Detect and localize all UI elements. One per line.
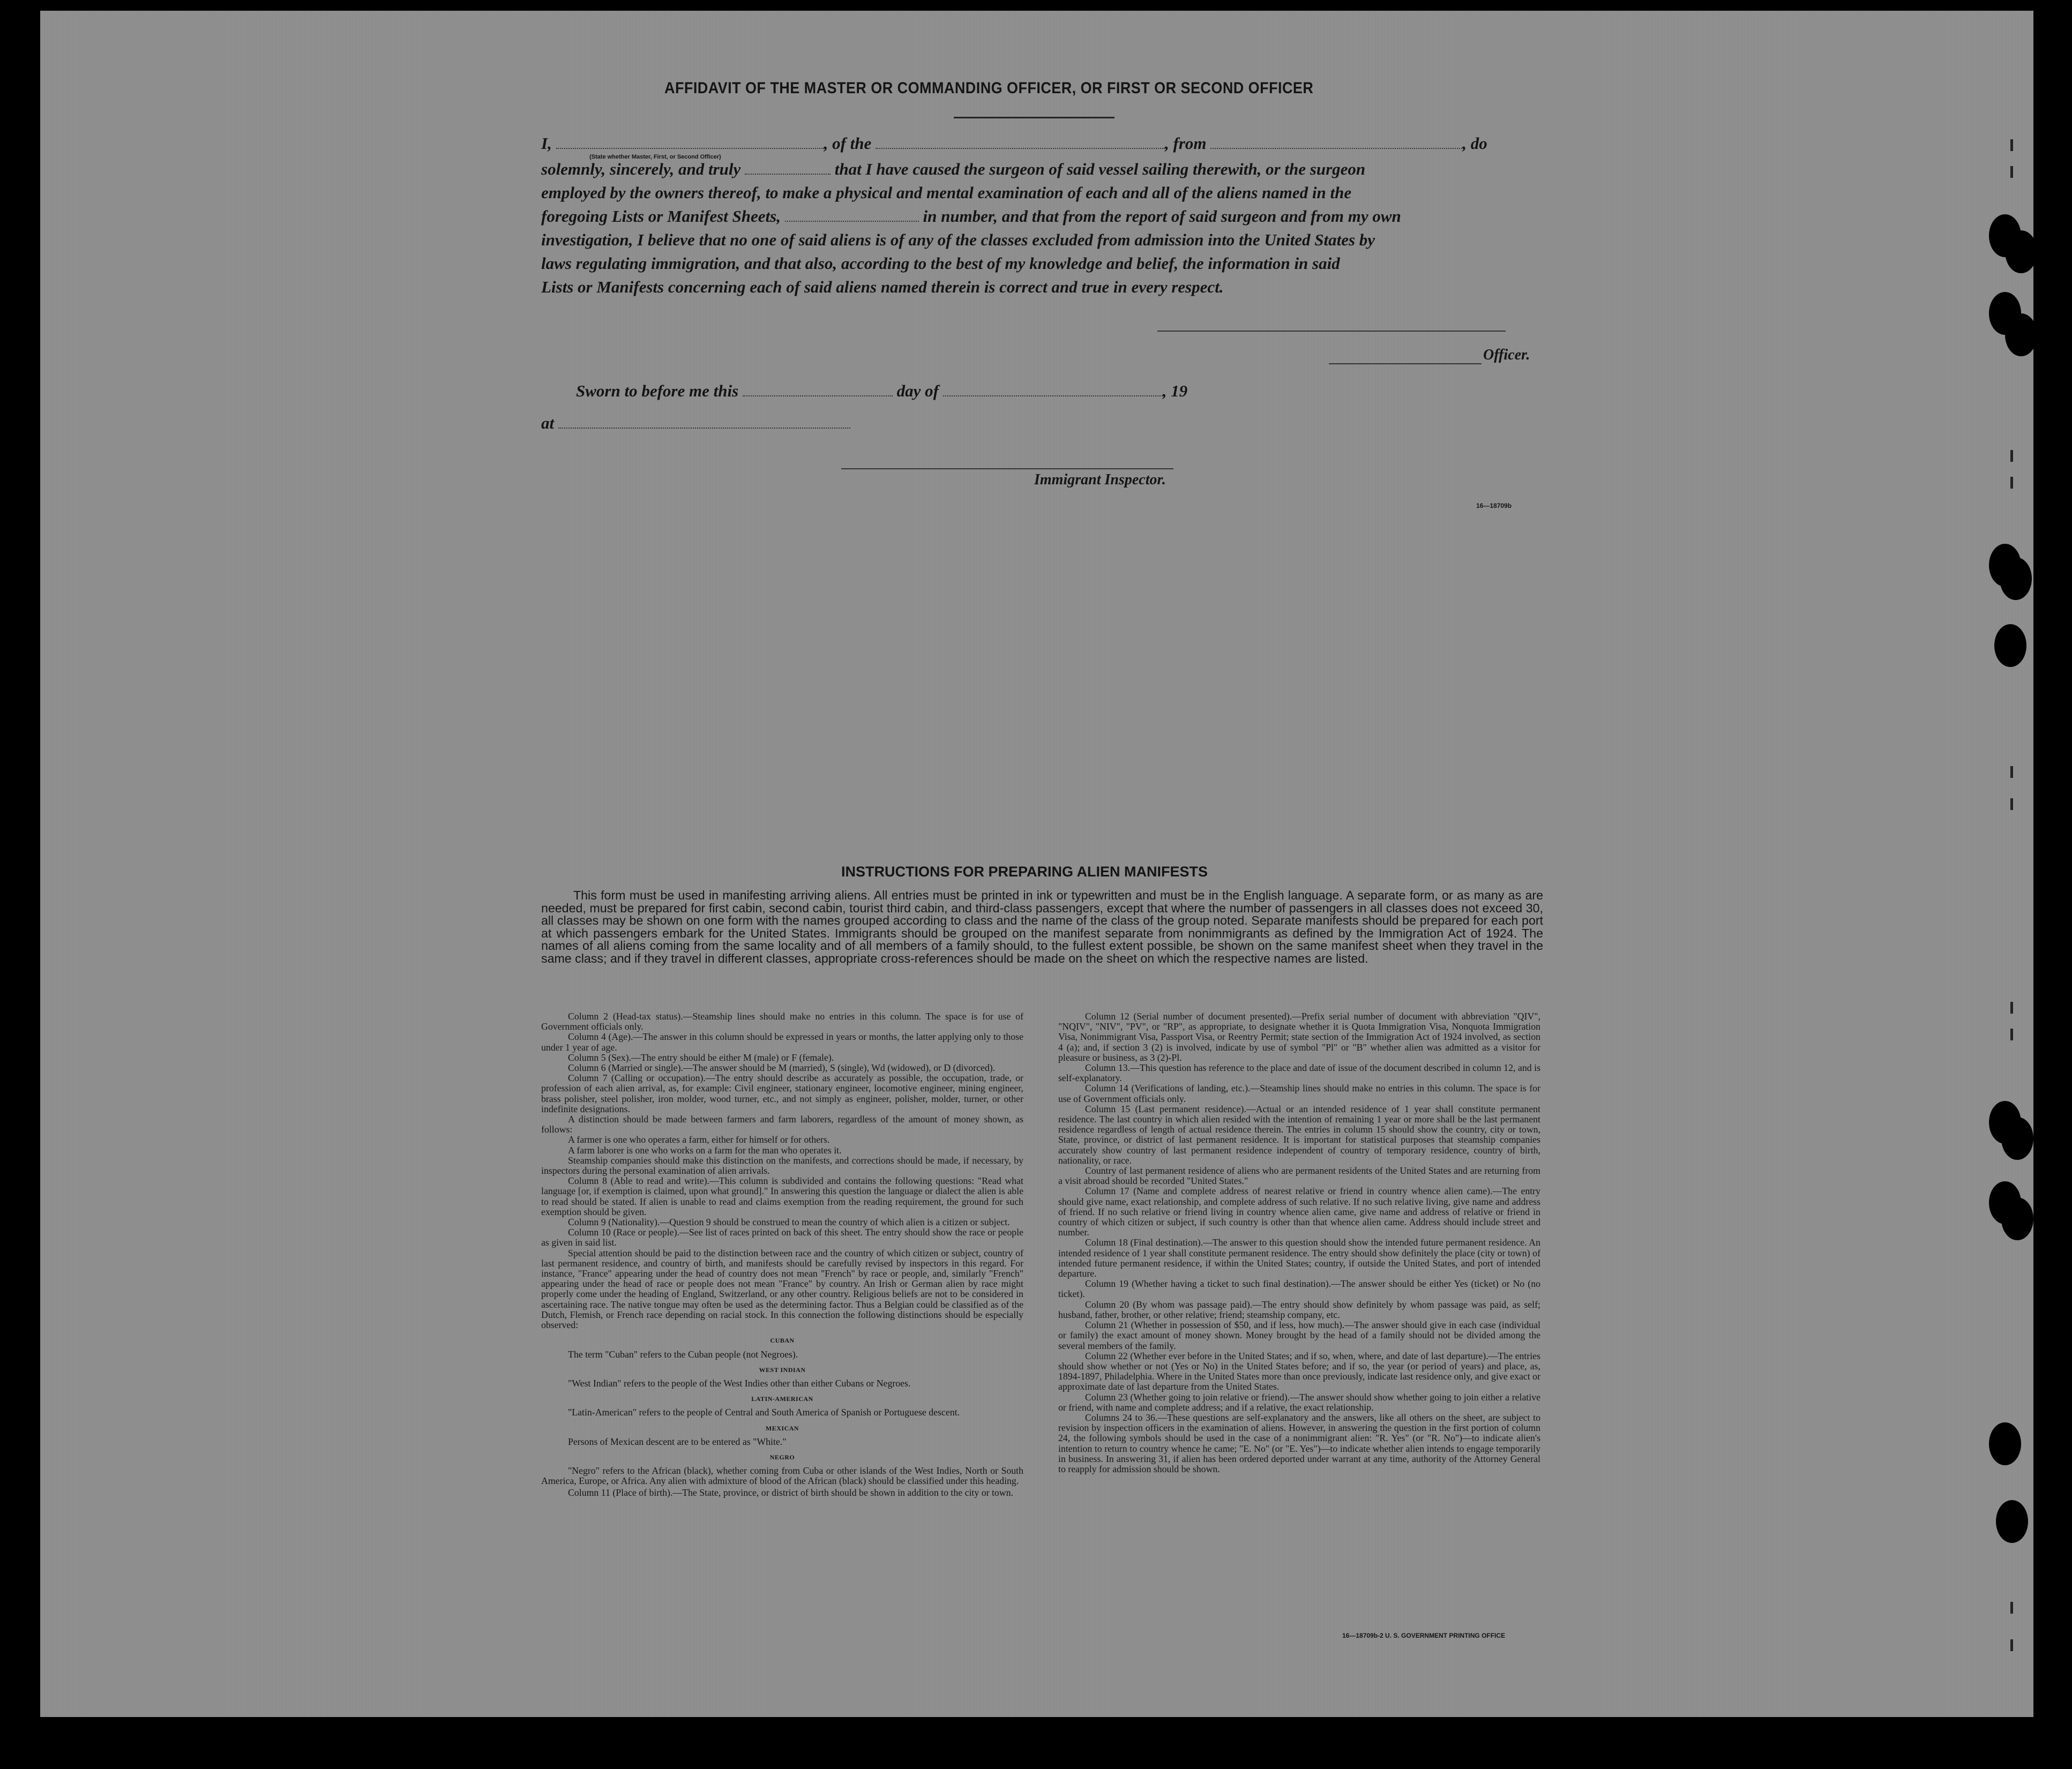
heading-west-indian: WEST INDIAN (759, 1366, 806, 1374)
edge-mark (2010, 450, 2013, 462)
affidavit-title: AFFIDAVIT OF THE MASTER OR COMMANDING OFFICER, OR FIRST OR SECOND OFFICER (664, 79, 1314, 97)
officer-label: Officer. (1483, 347, 1530, 363)
instruction-paragraph: Column 8 (Able to read and write).—This column is subdivided and contains the following questions: "Read what language [or, if exemption is claimed, upon what ground]." In answering this question the language or dialect the alien is able to read should be stated. If alien is unable to read and claims exemption from the reading requirement, the ground for such exemption should be given. (541, 1175, 1023, 1217)
affidavit-line-5: investigation, I believe that no one of said aliens is of any of the classes excluded from admission into the United States by (541, 230, 1375, 249)
officer-signature-line[interactable] (1157, 331, 1506, 332)
instruction-paragraph: Column 2 (Head-tax status).—Steamship lines should make no entries in this column. The space is for use of Government officials only. (541, 1011, 1023, 1032)
definition-west-indian: "West Indian" refers to the people of the West Indies other than either Cubans or Negroes. (568, 1377, 911, 1389)
binder-hole (1989, 1422, 2021, 1465)
instruction-paragraph: Steamship companies should make this distinction on the manifests, and corrections should be made, if necessary, by inspectors during the personal examination of alien arrivals. (541, 1155, 1023, 1176)
inspector-label: Immigrant Inspector. (1034, 471, 1166, 488)
officer-rank-field[interactable] (556, 146, 824, 149)
instructions-left-column (541, 1011, 1023, 1498)
form-number: 16—18709b (1476, 502, 1512, 509)
instructions-title: INSTRUCTIONS FOR PREPARING ALIEN MANIFESTS (841, 864, 1208, 880)
instructions-right-column (1058, 1011, 1540, 1474)
instructions-intro: This form must be used in manifesting arriving aliens. All entries must be printed in ink or typewritten and must be in the English language. A separate form, or as many as are needed, must be prepared for first cabin, second cabin, tourist third cabin, and third-class passengers, except that where the number of passengers in all classes does not exceed 30, all classes may be shown on one form with the names grouped according to class and the name of the class of the group noted. Separate manifests should be prepared for each port at which passengers embark for the United States. Immigrants should be grouped on the manifest separate from nonimmigrants as defined by the Immigration Act of 1924. The names of all aliens coming from the same locality and of all members of a family should, to the fullest extent possible, be shown on the same manifest sheet when they travel in the same class; and if they travel in different classes, appropriate cross-references should be made on the sheet on which the respective names are listed. (541, 888, 1543, 965)
rank-note: (State whether Master, First, or Second Officer) (589, 154, 721, 160)
edge-mark (2010, 1639, 2013, 1651)
edge-mark (2010, 477, 2013, 489)
affidavit-line-4: foregoing Lists or Manifest Sheets, in number, and that from the report of said surgeon and from my own (541, 207, 1401, 226)
binder-hole (1994, 624, 2026, 667)
instruction-paragraph: Column 14 (Verifications of landing, etc.).—Steamship lines should make no entries in this column. The space is for use of Government officials only. (1058, 1083, 1540, 1104)
instruction-paragraph: Column 4 (Age).—The answer in this column should be expressed in years or months, the latter applying only to those under 1 year of age. (541, 1031, 1023, 1053)
vessel-name-field[interactable] (876, 146, 1165, 149)
affidavit-line-3: employed by the owners thereof, to make a physical and mental examination of each and all of the aliens named in the (541, 183, 1352, 202)
edge-mark (2010, 798, 2013, 810)
instruction-paragraph: Country of last permanent residence of aliens who are permanent residents of the United States and are returning from a visit abroad should be recorded "United States." (1058, 1165, 1540, 1187)
definition-mexican: Persons of Mexican descent are to be entered as "White." (568, 1436, 787, 1447)
instruction-paragraph: Column 18 (Final destination).—The answer to this question should show the intended future permanent residence. An intended residence of 1 year shall constitute permanent residence. The entry should show definitely the place (city or town) of intended future permanent residence, if within the United States; country, if outside the United States, and port of intended departure. (1058, 1237, 1540, 1279)
binder-hole (2001, 1117, 2033, 1160)
edge-mark (2010, 139, 2013, 151)
officer-title-line[interactable] (1329, 363, 1482, 364)
instruction-paragraph: Column 10 (Race or people).—See list of races printed on back of this sheet. The entry should show the race or people as given in said list. (541, 1227, 1023, 1248)
definition-cuban: The term "Cuban" refers to the Cuban people (not Negroes). (568, 1348, 798, 1360)
definition-latin-american: "Latin-American" refers to the people of Central and South America of Spanish or Portuguese descent. (568, 1407, 960, 1418)
binder-hole (1996, 1500, 2028, 1543)
instruction-paragraph: Column 11 (Place of birth).—The State, province, or district of birth should be shown in addition to the city or town. (568, 1487, 1013, 1498)
instruction-paragraph: Column 21 (Whether in possession of $50, and if less, how much).—The answer should give in each case (individual or family) the exact amount of money shown. Money brought by the head of a family should not be divided among the several members of the family. (1058, 1320, 1540, 1351)
instruction-paragraph: Column 9 (Nationality).—Question 9 should be construed to mean the country of which alien is a citizen or subject. (568, 1217, 1010, 1228)
instruction-paragraph: Column 23 (Whether going to join relative or friend).—The answer should show whether going to join either a relative or friend, with name and complete address; and if a relative, the exact relationship. (1058, 1391, 1540, 1413)
instruction-paragraph: Column 17 (Name and complete address of nearest relative or friend in country whence alien came).—The entry should give name, exact relationship, and complete address of such relative. If no such relative living, give name and address of friend. If no such relative or friend living in country whence alien came, give name and address of relative or friend in country of which citizen or subject, if such country is other than that whence alien came. Address should include street and number. (1058, 1186, 1540, 1238)
inspector-signature-line[interactable] (841, 468, 1173, 469)
affidavit-line-6: laws regulating immigration, and that also, according to the best of my knowledge and belief, the information in said (541, 254, 1340, 273)
instruction-paragraph: Columns 24 to 36.—These questions are self-explanatory and the answers, like all others on the sheet, are subject to revision by inspection officers in the examination of aliens. However, in answering the question in the first portion of column 24, the following symbols should be used in the case of a nonimmigrant alien: "R. Yes" (or "R. No")—to indicate alien's intention to return to country whence he came; "E. No" (or "E. Yes")—to indicate whether alien intends to engage temporarily in business. In answering 31, if alien has been ordered deported under warrant at any time, authority of the Attorney General to reapply for admission should be shown. (1058, 1412, 1540, 1474)
binder-hole (2005, 230, 2037, 273)
instruction-paragraph: Column 5 (Sex).—The entry should be either M (male) or F (female). (568, 1052, 834, 1063)
heading-latin-american: LATIN-AMERICAN (751, 1395, 813, 1403)
edge-mark (2010, 766, 2013, 778)
edge-mark (2010, 1029, 2013, 1040)
affidavit-line-1: I, , of the , from , do (541, 134, 1487, 153)
sworn-day-field[interactable] (743, 393, 893, 396)
binder-hole (2005, 313, 2037, 356)
oath-field[interactable] (745, 171, 831, 175)
heading-negro: NEGRO (769, 1453, 795, 1461)
instruction-paragraph: Column 13.—This question has reference to the place and date of issue of the document described in column 12, and is self-explanatory. (1058, 1062, 1540, 1084)
edge-mark (2010, 1002, 2013, 1014)
instruction-paragraph: A farmer is one who operates a farm, either for himself or for others. (568, 1134, 830, 1145)
edge-mark (2010, 166, 2013, 178)
instruction-paragraph: Column 15 (Last permanent residence).—Actual or an intended residence of 1 year shall constitute permanent residence. The last country in which alien resided with the intention of remaining 1 year or more shall be the last permanent residence regardless of length of actual residence therein. The entries in column 15 should show the country, city or town, State, province, or district of last permanent residence. It is important for statistical purposes that steamship companies accurately show country of last permanent residence independent of country of temporary residence, country of birth, nationality, or race. (1058, 1103, 1540, 1166)
instruction-paragraph: A farm laborer is one who works on a farm for the man who operates it. (568, 1144, 842, 1156)
title-underline (954, 117, 1114, 118)
instruction-paragraph: Column 7 (Calling or occupation).—The entry should describe as accurately as possible, the occupation, trade, or profession of each alien arrival, as, for example: Civil engineer, stationary engineer, locomotive engineer, mining engineer, brass polisher, steel polisher, iron molder, wood turner, etc., and not simply as engineer, polisher, molder, turner, or other indefinite designations. (541, 1073, 1023, 1114)
heading-mexican: MEXICAN (765, 1424, 799, 1432)
edge-mark (2010, 1602, 2013, 1614)
instruction-paragraph: Column 6 (Married or single).—The answer should be M (married), S (single), Wd (widowed), or D (divorced). (568, 1062, 996, 1074)
instruction-paragraph: Column 19 (Whether having a ticket to such final destination).—The answer should be either Yes (ticket) or No (no ticket). (1058, 1278, 1540, 1300)
definition-negro: "Negro" refers to the African (black), whether coming from Cuba or other islands of the West Indies, North or South America, Europe, or Africa. Any alien with admixture of blood of the African (black) should be classified under this heading. (541, 1465, 1023, 1487)
binder-hole (2000, 557, 2032, 600)
sworn-month-field[interactable] (943, 393, 1163, 396)
instruction-paragraph: Special attention should be paid to the distinction between race and the country of which citizen or subject, country of last permanent residence, and country of birth, and manifests should be carefully revised by inspectors in this regard. For instance, "France" appearing under the head of country does not mean "French" by race or people, and, similarly "French" appearing under the head of race or people does not mean "France" by country. An Irish or German alien by race might properly come under the heading of England, Switzerland, or any other country. Religious beliefs are not to be considered in ascertaining race. The native tongue may often be used as the determining factor. Thus a Belgian could be classified as of the Dutch, Flemish, or French race depending on racial stock. In this connection the following distinctions should be especially observed: (541, 1247, 1023, 1331)
instruction-paragraph: Column 12 (Serial number of document presented).—Prefix serial number of document with abbreviation "QIV", "NQIV", "NIV", "PV", or "RP", as appropriate, to designate whether it is Quota Immigration Visa, Nonquota Immigration Visa, Nonimmigrant Visa, Passport Visa, or Reentry Permit; state section of the Immigration Act of 1924 involved, as section 4 (a); and, if section 3 (2) is involved, indicate by use of symbol "Pl" or "B" whether alien was admitted as a visitor for pleasure or business, as 3 (2)-Pl. (1058, 1011, 1540, 1063)
at-line: at (541, 414, 850, 433)
printing-office-footer: 16—18709b-2 U. S. GOVERNMENT PRINTING OFFICE (1342, 1632, 1506, 1639)
departure-port-field[interactable] (1210, 146, 1462, 149)
sheet-count-field[interactable] (785, 219, 919, 222)
binder-hole (2001, 1197, 2033, 1240)
sworn-line: Sworn to before me this day of , 19 (576, 381, 1188, 400)
instruction-paragraph: A distinction should be made between farmers and farm laborers, regardless of the amount of money shown, as follows: (541, 1114, 1023, 1135)
heading-cuban: CUBAN (770, 1337, 795, 1345)
affidavit-line-2: solemnly, sincerely, and truly that I have caused the surgeon of said vessel sailing therewith, or the surgeon (541, 160, 1366, 178)
sworn-place-field[interactable] (558, 425, 850, 429)
instruction-paragraph: Column 20 (By whom was passage paid).—The entry should show definitely by whom passage was paid, as self; husband, father, brother, or other relative; friend; steamship company, etc. (1058, 1299, 1540, 1320)
affidavit-line-7: Lists or Manifests concerning each of said aliens named therein is correct and true in every respect. (541, 278, 1224, 296)
instruction-paragraph: Column 22 (Whether ever before in the United States; and if so, when, where, and date of last departure).—The entries should show whether or not (Yes or No) in the United States before; and if so, the year (or period of years) and place, as, 1894-1897, Philadelphia. Where in the United States more than once previously, indicate last residence only, and give exact or approximate date of last departure from the United States. (1058, 1350, 1540, 1392)
